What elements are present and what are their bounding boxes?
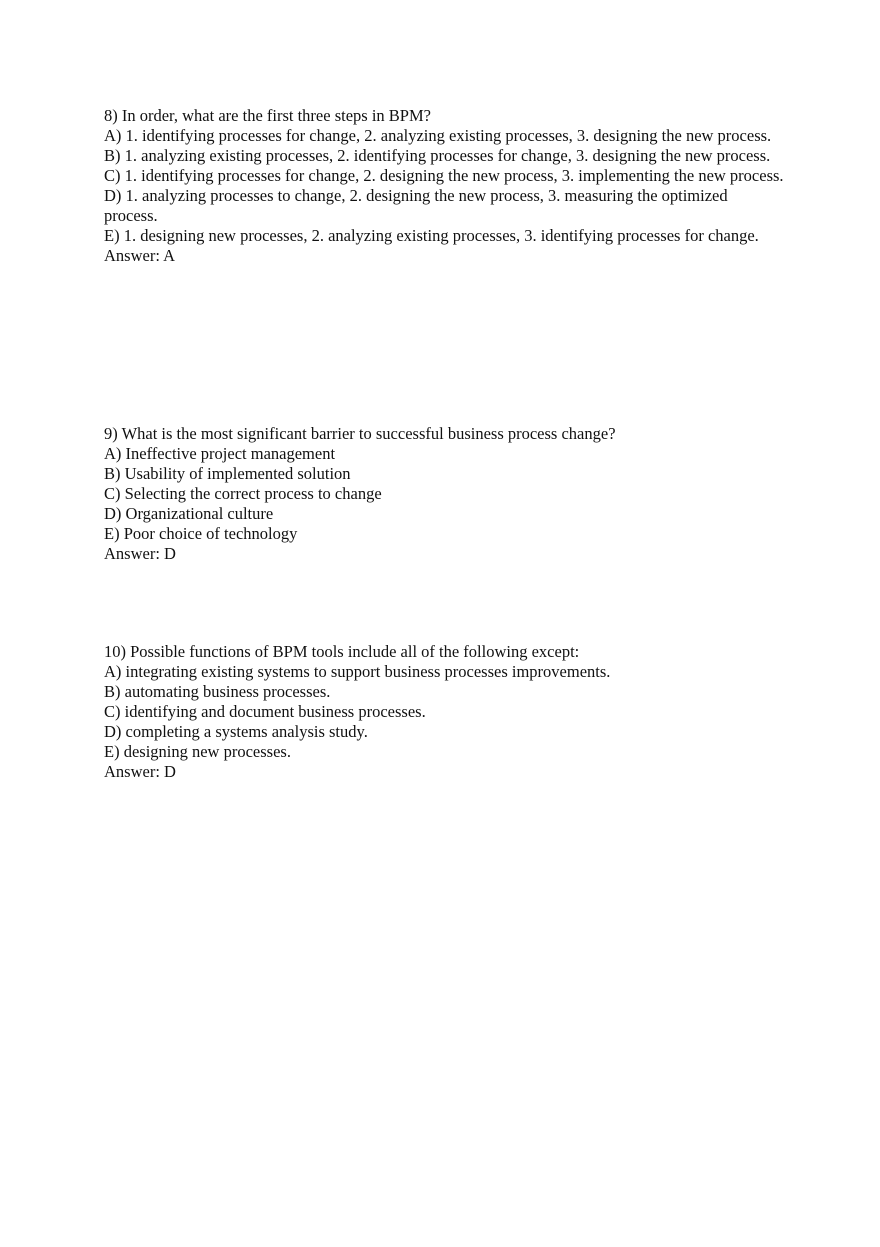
option-c: C) identifying and document business processes.: [104, 702, 426, 721]
option-c: C) 1. identifying processes for change, 2. designing the new process, 3. implementing the new process.: [104, 166, 784, 185]
question-10: [104, 642, 784, 782]
question-stem: 9) What is the most significant barrier to successful business process change?: [104, 424, 616, 443]
option-a: A) Ineffective project management: [104, 444, 336, 463]
option-a: A) integrating existing systems to support business processes improvements.: [104, 662, 611, 681]
option-d: D) 1. analyzing processes to change, 2. designing the new process, 3. measuring the optimized process.: [104, 186, 728, 225]
question-stem: 10) Possible functions of BPM tools include all of the following except:: [104, 642, 580, 661]
option-e: E) 1. designing new processes, 2. analyzing existing processes, 3. identifying processes for change.: [104, 226, 759, 245]
option-e: E) Poor choice of technology: [104, 524, 298, 543]
option-c: C) Selecting the correct process to change: [104, 484, 382, 503]
option-a: A) 1. identifying processes for change, 2. analyzing existing processes, 3. designing the new process.: [104, 126, 772, 145]
answer-line: Answer: D: [104, 544, 176, 563]
question-9: [104, 424, 784, 564]
question-8: [104, 106, 784, 266]
answer-line: Answer: D: [104, 762, 176, 781]
option-b: B) Usability of implemented solution: [104, 464, 351, 483]
answer-line: Answer: A: [104, 246, 176, 265]
option-d: D) completing a systems analysis study.: [104, 722, 368, 741]
question-stem: 8) In order, what are the first three steps in BPM?: [104, 106, 431, 125]
option-d: D) Organizational culture: [104, 504, 274, 523]
option-b: B) automating business processes.: [104, 682, 331, 701]
option-b: B) 1. analyzing existing processes, 2. identifying processes for change, 3. designing the new process.: [104, 146, 771, 165]
option-e: E) designing new processes.: [104, 742, 291, 761]
